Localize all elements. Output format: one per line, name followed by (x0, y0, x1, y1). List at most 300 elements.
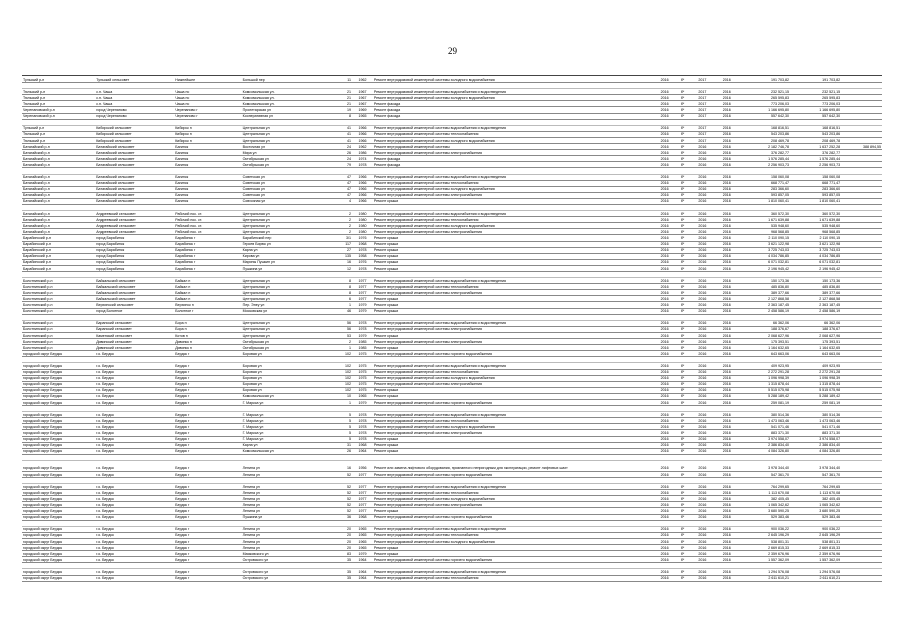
start-year-cell: 2017 (690, 131, 714, 137)
plan-year-cell: 2016 (654, 265, 675, 271)
start-year-cell: 2016 (690, 180, 714, 186)
plan-year-cell: 2016 (654, 381, 675, 387)
municipality-cell: Каменский сельсовет (95, 332, 174, 338)
work-type-cell: Ремонт внутридомовой инженерной системы холодного водоснабжения (373, 424, 654, 430)
settlement-cell: Барабинск г (174, 253, 241, 259)
build-year-cell: 1978 (352, 162, 373, 168)
fund-cost-cell: 773 206,03 (790, 101, 841, 107)
total-cost-cell: 2 127 868,58 (739, 296, 790, 302)
end-year-cell: 2016 (715, 174, 739, 180)
fund-cost-cell: 232 521,15 (790, 89, 841, 95)
flag-cell: б* (675, 259, 690, 265)
fund-cost-cell: 1 065 342,62 (790, 502, 841, 508)
district-cell: городской округ Бердск (22, 545, 95, 551)
total-cost-cell: 764 299,65 (739, 484, 790, 490)
start-year-cell: 2016 (690, 259, 714, 265)
house-number-cell: 79 (329, 162, 352, 168)
build-year-cell: 1985 (352, 339, 373, 345)
plan-year-cell: 2016 (654, 471, 675, 477)
plan-year-cell: 2016 (654, 144, 675, 150)
municipality-cell: город Барабинск (95, 235, 174, 241)
work-type-cell: Ремонт внутридомовой инженерной системы холодного водоснабжения (373, 538, 654, 544)
house-number-cell: 2 (329, 339, 352, 345)
total-cost-cell: 2 110 090,15 (739, 235, 790, 241)
total-cost-cell: 1 576 285,44 (739, 156, 790, 162)
build-year-cell: 1975 (352, 381, 373, 387)
total-cost-cell: 2 363 187,45 (739, 302, 790, 308)
municipality-cell: г.о. Бердск (95, 393, 174, 399)
start-year-cell: 2016 (690, 308, 714, 314)
end-year-cell: 2016 (715, 95, 739, 101)
flag-cell: б* (675, 241, 690, 247)
start-year-cell: 2016 (690, 235, 714, 241)
flag-cell: б* (675, 192, 690, 198)
build-year-cell: 1978 (352, 247, 373, 253)
street-cell: Пролетарская ул (242, 107, 329, 113)
street-cell: Центральная ул (242, 296, 329, 302)
plan-year-cell: 2016 (654, 514, 675, 520)
work-type-cell: Ремонт крыши (373, 253, 654, 259)
start-year-cell: 2016 (690, 174, 714, 180)
end-year-cell: 2016 (715, 253, 739, 259)
end-year-cell: 2016 (715, 502, 739, 508)
work-type-cell: Ремонт внутридомовой инженерной системы холодного водоснабжения (373, 186, 654, 192)
work-type-cell: Ремонт крыши (373, 302, 654, 308)
build-year-cell: 1967 (352, 101, 373, 107)
start-year-cell: 2016 (690, 532, 714, 538)
district-cell: городской округ Бердск (22, 363, 95, 369)
street-cell: Ленина ул (242, 496, 329, 502)
district-cell: городской округ Бердск (22, 381, 95, 387)
street-cell: Центральная ул (242, 320, 329, 326)
house-number-cell: 8 (329, 284, 352, 290)
settlement-cell: Бердск г (174, 418, 241, 424)
end-year-cell: 2016 (715, 192, 739, 198)
flag-cell: б* (675, 302, 690, 308)
work-type-cell: Ремонт внутридомовой инженерной системы электроснабжения (373, 326, 654, 332)
work-type-cell: Ремонт или замена лифтового оборудования, признанного непригодным для эксплуатации, ремонт лифтовых шахт (373, 460, 654, 471)
street-cell: Центральная ул (242, 326, 329, 332)
street-cell: Советская ул (242, 174, 329, 180)
total-cost-cell: 232 521,15 (739, 89, 790, 95)
settlement-cell: Бердск г (174, 387, 241, 393)
work-type-cell: Ремонт крыши (373, 508, 654, 514)
fund-cost-cell: 283 366,60 (790, 186, 841, 192)
settlement-cell: Нижнейшее (174, 77, 241, 83)
work-type-cell: Ремонт крыши (373, 265, 654, 271)
work-type-cell: Ремонт внутридомовой инженерной системы горячего водоснабжения (373, 471, 654, 477)
fund-cost-cell: 538 801,31 (790, 538, 841, 544)
end-year-cell: 2016 (715, 399, 739, 405)
house-number-cell: 35 (329, 575, 352, 581)
start-year-cell: 2016 (690, 162, 714, 168)
municipality-cell: Дивинский сельсовет (95, 339, 174, 345)
build-year-cell: 1980 (352, 217, 373, 223)
build-year-cell: 1980 (352, 223, 373, 229)
district-cell: Батагайский р-н (22, 180, 95, 186)
municipality-cell: г.о. Бердск (95, 448, 174, 454)
build-year-cell: 1969 (352, 107, 373, 113)
settlement-cell: Черепаново г (174, 113, 241, 119)
total-cost-cell: 1 164 632,65 (739, 345, 790, 351)
fund-cost-cell: 2 110 090,15 (790, 235, 841, 241)
flag-cell: б* (675, 229, 690, 235)
flag-cell: б* (675, 538, 690, 544)
settlement-cell: Бердск г (174, 575, 241, 581)
house-number-cell: 20 (329, 526, 352, 532)
municipality-cell: город Барабинск (95, 241, 174, 247)
fund-cost-cell: 2 127 868,58 (790, 296, 841, 302)
end-year-cell: 2016 (715, 490, 739, 496)
end-year-cell: 2016 (715, 557, 739, 563)
district-cell: Батагайский р-н (22, 192, 95, 198)
fund-cost-cell: 1 166 695,80 (790, 107, 841, 113)
total-cost-cell: 5 515 075,98 (739, 387, 790, 393)
street-cell: Центральная ул (242, 131, 329, 137)
district-cell: городской округ Бердск (22, 538, 95, 544)
district-cell: городской округ Бердск (22, 532, 95, 538)
total-cost-cell: 283 366,60 (739, 186, 790, 192)
end-year-cell: 2016 (715, 156, 739, 162)
house-number-cell: 26 (329, 150, 352, 156)
plan-year-cell: 2016 (654, 308, 675, 314)
work-type-cell: Ремонт крыши (373, 393, 654, 399)
total-cost-cell: 3 978 344,40 (739, 460, 790, 471)
build-year-cell: 1966 (352, 174, 373, 180)
house-number-cell: 26 (329, 448, 352, 454)
work-type-cell: Ремонт крыши (373, 241, 654, 247)
build-year-cell: 1976 (352, 259, 373, 265)
municipality-cell: с.п. Чаша (95, 95, 174, 101)
settlement-cell: Чаша пс (174, 101, 241, 107)
build-year-cell: 1977 (352, 284, 373, 290)
flag-cell: б* (675, 247, 690, 253)
district-cell: городской округ Бердск (22, 448, 95, 454)
plan-year-cell: 2016 (654, 442, 675, 448)
municipality-cell: Кибирский сельсовет (95, 137, 174, 143)
plan-year-cell: 2016 (654, 302, 675, 308)
district-cell: Батагайский р-н (22, 162, 95, 168)
plan-year-cell: 2016 (654, 137, 675, 143)
build-year-cell: 1958 (352, 253, 373, 259)
settlement-cell: Бердск г (174, 496, 241, 502)
total-cost-cell: 2 669 815,33 (739, 545, 790, 551)
work-type-cell: Ремонт внутридомовой инженерной системы теплоснабжения (373, 369, 654, 375)
plan-year-cell: 2016 (654, 198, 675, 204)
build-year-cell: 1966 (352, 125, 373, 131)
plan-year-cell: 2016 (654, 217, 675, 223)
house-number-cell: 52 (329, 471, 352, 477)
municipality-cell: Дивинский сельсовет (95, 345, 174, 351)
house-number-cell: 56 (329, 320, 352, 326)
house-number-cell: 102 (329, 387, 352, 393)
house-number-cell: 47 (329, 192, 352, 198)
plan-year-cell: 2016 (654, 490, 675, 496)
build-year-cell: 1977 (352, 508, 373, 514)
house-number-cell: 35 (329, 557, 352, 563)
settlement-cell: Бердск г (174, 471, 241, 477)
fund-cost-cell: 1 113 670,08 (790, 490, 841, 496)
municipality-cell: г.о. Бердск (95, 387, 174, 393)
settlement-cell: Бердск г (174, 436, 241, 442)
street-cell: Г. Маркса ул (242, 412, 329, 418)
start-year-cell: 2016 (690, 345, 714, 351)
flag-cell: б* (675, 502, 690, 508)
work-type-cell: Ремонт фасада (373, 101, 654, 107)
total-cost-cell: 389 377,66 (739, 290, 790, 296)
street-cell: Центральная ул (242, 137, 329, 143)
settlement-cell: Бердск г (174, 545, 241, 551)
start-year-cell: 2016 (690, 436, 714, 442)
start-year-cell: 2017 (690, 89, 714, 95)
municipality-cell: Батагайский сельсовет (95, 192, 174, 198)
flag-cell: б* (675, 223, 690, 229)
start-year-cell: 2016 (690, 320, 714, 326)
street-cell: Боровая ул (242, 351, 329, 357)
flag-cell: б* (675, 460, 690, 471)
table-top-border (22, 75, 882, 76)
settlement-cell: Байкал п (174, 290, 241, 296)
fund-cost-cell: 1 637 252,28 (790, 144, 841, 150)
district-cell: городской округ Бердск (22, 424, 95, 430)
build-year-cell: 1980 (352, 229, 373, 235)
work-type-cell: Ремонт внутридомовой инженерной системы водоснабжения и водоотведения (373, 569, 654, 575)
house-number-cell: 102 (329, 363, 352, 369)
end-year-cell: 2016 (715, 545, 739, 551)
total-cost-cell: 1 671 639,88 (739, 217, 790, 223)
district-cell: Барабинский р-н (22, 253, 95, 259)
start-year-cell: 2016 (690, 514, 714, 520)
plan-year-cell: 2016 (654, 557, 675, 563)
flag-cell: б* (675, 387, 690, 393)
build-year-cell: 1977 (352, 471, 373, 477)
flag-cell: б* (675, 430, 690, 436)
total-cost-cell: 3 725 743,03 (739, 247, 790, 253)
total-cost-cell: 2 068 627,96 (739, 332, 790, 338)
house-number-cell: 16 (329, 460, 352, 471)
end-year-cell: 2016 (715, 265, 739, 271)
start-year-cell: 2016 (690, 241, 714, 247)
total-cost-cell: 1 166 695,80 (739, 107, 790, 113)
fund-cost-cell: 360 572,30 (790, 211, 841, 217)
district-cell: Батагайский р-н (22, 156, 95, 162)
start-year-cell: 2016 (690, 496, 714, 502)
end-year-cell: 2016 (715, 235, 739, 241)
plan-year-cell: 2016 (654, 399, 675, 405)
settlement-cell: Багинск (174, 162, 241, 168)
municipality-cell: г.о. Бердск (95, 490, 174, 496)
flag-cell: б* (675, 412, 690, 418)
street-cell: Кооперативная ул (242, 113, 329, 119)
start-year-cell: 2016 (690, 502, 714, 508)
street-cell: Боровая ул (242, 387, 329, 393)
flag-cell: б* (675, 424, 690, 430)
start-year-cell: 2016 (690, 424, 714, 430)
street-cell: Октябрьская ул (242, 345, 329, 351)
municipality-cell: город Болотное (95, 308, 174, 314)
house-number-cell: 102 (329, 375, 352, 381)
fund-cost-cell: 409 923,95 (790, 363, 841, 369)
start-year-cell: 2016 (690, 430, 714, 436)
flag-cell: б* (675, 363, 690, 369)
fund-cost-cell: 150 173,36 (790, 278, 841, 284)
municipality-cell: Андреевский сельсовет (95, 211, 174, 217)
work-type-cell: Ремонт внутридомовой инженерной системы электроснабжения (373, 150, 654, 156)
settlement-cell: Чаша пс (174, 95, 241, 101)
plan-year-cell: 2016 (654, 418, 675, 424)
street-cell: Героев Бирюк ул (242, 241, 329, 247)
street-cell: Пушкина ул (242, 514, 329, 520)
street-cell: Боровая ул (242, 363, 329, 369)
start-year-cell: 2016 (690, 192, 714, 198)
end-year-cell: 2016 (715, 198, 739, 204)
build-year-cell: 1977 (352, 502, 373, 508)
total-cost-cell: 1 315 878,44 (739, 381, 790, 387)
street-cell: Ленина ул (242, 538, 329, 544)
plan-year-cell: 2016 (654, 320, 675, 326)
work-type-cell: Ремонт внутридомовой инженерной системы горячего водоснабжения (373, 557, 654, 563)
plan-year-cell: 2016 (654, 235, 675, 241)
street-cell: Островского ул (242, 569, 329, 575)
house-number-cell: 36 (329, 514, 352, 520)
house-number-cell: 5 (329, 418, 352, 424)
start-year-cell: 2016 (690, 387, 714, 393)
total-cost-cell: 543 203,86 (739, 131, 790, 137)
house-number-cell: 1 (329, 302, 352, 308)
build-year-cell: 1978 (352, 320, 373, 326)
end-year-cell: 2016 (715, 308, 739, 314)
extra-cost-cell: 388 894,55 (841, 144, 882, 150)
settlement-cell: Байкал п (174, 278, 241, 284)
plan-year-cell: 2016 (654, 339, 675, 345)
plan-year-cell: 2016 (654, 247, 675, 253)
settlement-cell: Бердск г (174, 484, 241, 490)
district-cell: Болотнинский р-н (22, 339, 95, 345)
work-type-cell: Ремонт внутридомовой инженерной системы холодного водоснабжения (373, 137, 654, 143)
district-cell: Болотнинский р-н (22, 320, 95, 326)
build-year-cell: 1977 (352, 290, 373, 296)
settlement-cell: Барабинск г (174, 247, 241, 253)
end-year-cell: 2016 (715, 496, 739, 502)
flag-cell: б* (675, 418, 690, 424)
work-type-cell: Ремонт внутридомовой инженерной системы холодного водоснабжения (373, 496, 654, 502)
plan-year-cell: 2016 (654, 551, 675, 557)
house-number-cell: 2 (329, 223, 352, 229)
work-type-cell: Ремонт крыши (373, 247, 654, 253)
work-type-cell: Ремонт внутридомовой инженерной системы электроснабжения (373, 339, 654, 345)
work-type-cell: Ремонт крыши (373, 235, 654, 241)
settlement-cell: Бердск г (174, 569, 241, 575)
work-type-cell: Ремонт внутридомовой инженерной системы водоснабжения и водоотведения (373, 89, 654, 95)
fund-cost-cell: 175 393,51 (790, 339, 841, 345)
municipality-cell: г.о. Бердск (95, 569, 174, 575)
total-cost-cell: 541 071,46 (739, 424, 790, 430)
end-year-cell: 2016 (715, 241, 739, 247)
settlement-cell: Верхинск п (174, 302, 241, 308)
plan-year-cell: 2016 (654, 125, 675, 131)
flag-cell: б* (675, 448, 690, 454)
settlement-cell: Бердск г (174, 448, 241, 454)
district-cell: городской округ Бердск (22, 351, 95, 357)
settlement-cell: Бердск г (174, 369, 241, 375)
end-year-cell: 2016 (715, 471, 739, 477)
municipality-cell: с.п. Чаша (95, 89, 174, 95)
street-cell: Марины Пушкин ул (242, 259, 329, 265)
district-cell: Болотнинский р-н (22, 332, 95, 338)
fund-cost-cell: 2 386 834,40 (790, 442, 841, 448)
build-year-cell: 1975 (352, 351, 373, 357)
end-year-cell: 2016 (715, 223, 739, 229)
fund-cost-cell: 158 060,08 (790, 174, 841, 180)
street-cell: Ленина ул (242, 532, 329, 538)
fund-cost-cell: 4 084 326,80 (790, 448, 841, 454)
build-year-cell: 1979 (352, 399, 373, 405)
build-year-cell: 1978 (352, 326, 373, 332)
build-year-cell: 1978 (352, 430, 373, 436)
start-year-cell: 2016 (690, 399, 714, 405)
total-cost-cell: 158 060,08 (739, 174, 790, 180)
municipality-cell: Баранский сельсовет (95, 326, 174, 332)
work-type-cell: Ремонт крыши (373, 308, 654, 314)
total-cost-cell: 265 595,83 (739, 95, 790, 101)
fund-cost-cell: 389 377,66 (790, 290, 841, 296)
district-cell: Черепановский р-н (22, 113, 95, 119)
street-cell: Боровая ул (242, 375, 329, 381)
flag-cell: б* (675, 186, 690, 192)
start-year-cell: 2016 (690, 302, 714, 308)
district-cell: городской округ Бердск (22, 484, 95, 490)
plan-year-cell: 2016 (654, 162, 675, 168)
start-year-cell: 2016 (690, 229, 714, 235)
build-year-cell: 1977 (352, 496, 373, 502)
end-year-cell: 2016 (715, 101, 739, 107)
house-number-cell: 4 (329, 198, 352, 204)
settlement-cell: Бердск г (174, 526, 241, 532)
district-cell: городской округ Бердск (22, 569, 95, 575)
settlement-cell: Бердск г (174, 508, 241, 514)
total-cost-cell: 2 386 834,40 (739, 442, 790, 448)
street-cell: Г. Маркса ул (242, 424, 329, 430)
work-type-cell: Ремонт внутридомовой инженерной системы холодного водоснабжения (373, 95, 654, 101)
municipality-cell: г.о. Бердск (95, 381, 174, 387)
street-cell: Ленина ул (242, 484, 329, 490)
settlement-cell: Барабинск г (174, 235, 241, 241)
build-year-cell: 1965 (352, 393, 373, 399)
flag-cell: б* (675, 107, 690, 113)
total-cost-cell: 547 361,70 (739, 471, 790, 477)
house-number-cell: 102 (329, 351, 352, 357)
district-cell: Батагайский р-н (22, 174, 95, 180)
municipality-cell: г.о. Бердск (95, 496, 174, 502)
street-cell: Ленина ул (242, 490, 329, 496)
fund-cost-cell: 259 081,19 (790, 399, 841, 405)
plan-year-cell: 2016 (654, 526, 675, 532)
end-year-cell: 2016 (715, 345, 739, 351)
end-year-cell: 2016 (715, 424, 739, 430)
district-cell: Барабинский р-н (22, 235, 95, 241)
start-year-cell: 2017 (690, 125, 714, 131)
district-cell: городской округ Бердск (22, 430, 95, 436)
settlement-cell: Бердск г (174, 393, 241, 399)
house-number-cell: 8 (329, 113, 352, 119)
total-cost-cell: 529 383,46 (739, 514, 790, 520)
house-number-cell: 20 (329, 538, 352, 544)
municipality-cell: г.о. Бердск (95, 484, 174, 490)
plan-year-cell: 2016 (654, 363, 675, 369)
end-year-cell: 2016 (715, 375, 739, 381)
district-cell: Батагайский р-н (22, 217, 95, 223)
district-cell: городской округ Бердск (22, 412, 95, 418)
